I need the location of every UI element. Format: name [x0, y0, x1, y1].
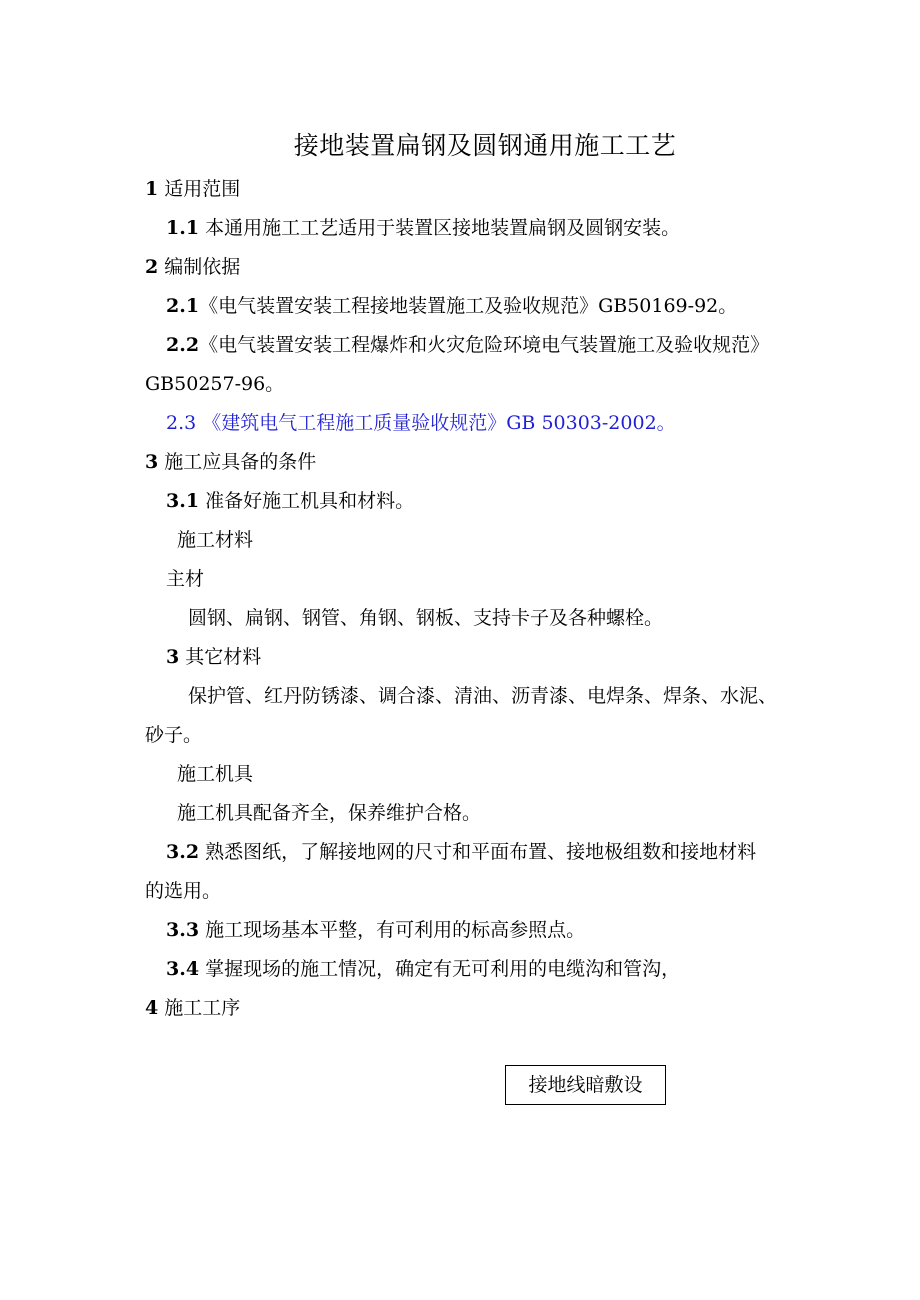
section-heading: 3 施工应具备的条件: [145, 451, 317, 473]
paragraph: 施工机具配备齐全，保养维护合格。: [177, 802, 482, 824]
subsection-heading: 3 其它材料: [166, 646, 262, 668]
paragraph: 主材: [166, 568, 205, 590]
flowchart-step-box: 接地线暗敷设: [505, 1065, 666, 1105]
paragraph: 圆钢、扁钢、钢管、角钢、钢板、支持卡子及各种螺栓。: [188, 607, 664, 629]
paragraph: 的选用。: [145, 880, 222, 902]
paragraph: 3.3 施工现场基本平整，有可利用的标高参照点。: [166, 919, 586, 941]
section-heading: 2 编制依据: [145, 256, 241, 278]
paragraph: 保护管、红丹防锈漆、调合漆、清油、沥青漆、电焊条、焊条、水泥、: [188, 685, 778, 707]
section-heading: 4 施工工序: [145, 997, 241, 1019]
section-heading: 1 适用范围: [145, 178, 241, 200]
paragraph: 3.2 熟悉图纸，了解接地网的尺寸和平面布置、接地极组数和接地材料: [166, 841, 757, 863]
paragraph: 3.1 准备好施工机具和材料。: [166, 490, 415, 512]
document-title: 接地装置扁钢及圆钢通用施工工艺: [293, 131, 677, 160]
paragraph: 3.4 掌握现场的施工情况，确定有无可利用的电缆沟和管沟，: [166, 958, 681, 980]
paragraph: 施工材料: [177, 529, 254, 551]
paragraph: 2.2《电气装置安装工程爆炸和火灾危险环境电气装置施工及验收规范》: [166, 334, 770, 356]
paragraph: 1.1 本通用施工工艺适用于装置区接地装置扁钢及圆钢安装。: [166, 217, 681, 239]
paragraph: GB50257-96。: [145, 373, 285, 395]
paragraph-highlighted: 2.3 《建筑电气工程施工质量验收规范》GB 50303-2002。: [166, 412, 676, 434]
paragraph: 施工机具: [177, 763, 254, 785]
paragraph: 砂子。: [145, 724, 203, 746]
paragraph: 2.1《电气装置安装工程接地装置施工及验收规范》GB50169-92。: [166, 295, 738, 317]
